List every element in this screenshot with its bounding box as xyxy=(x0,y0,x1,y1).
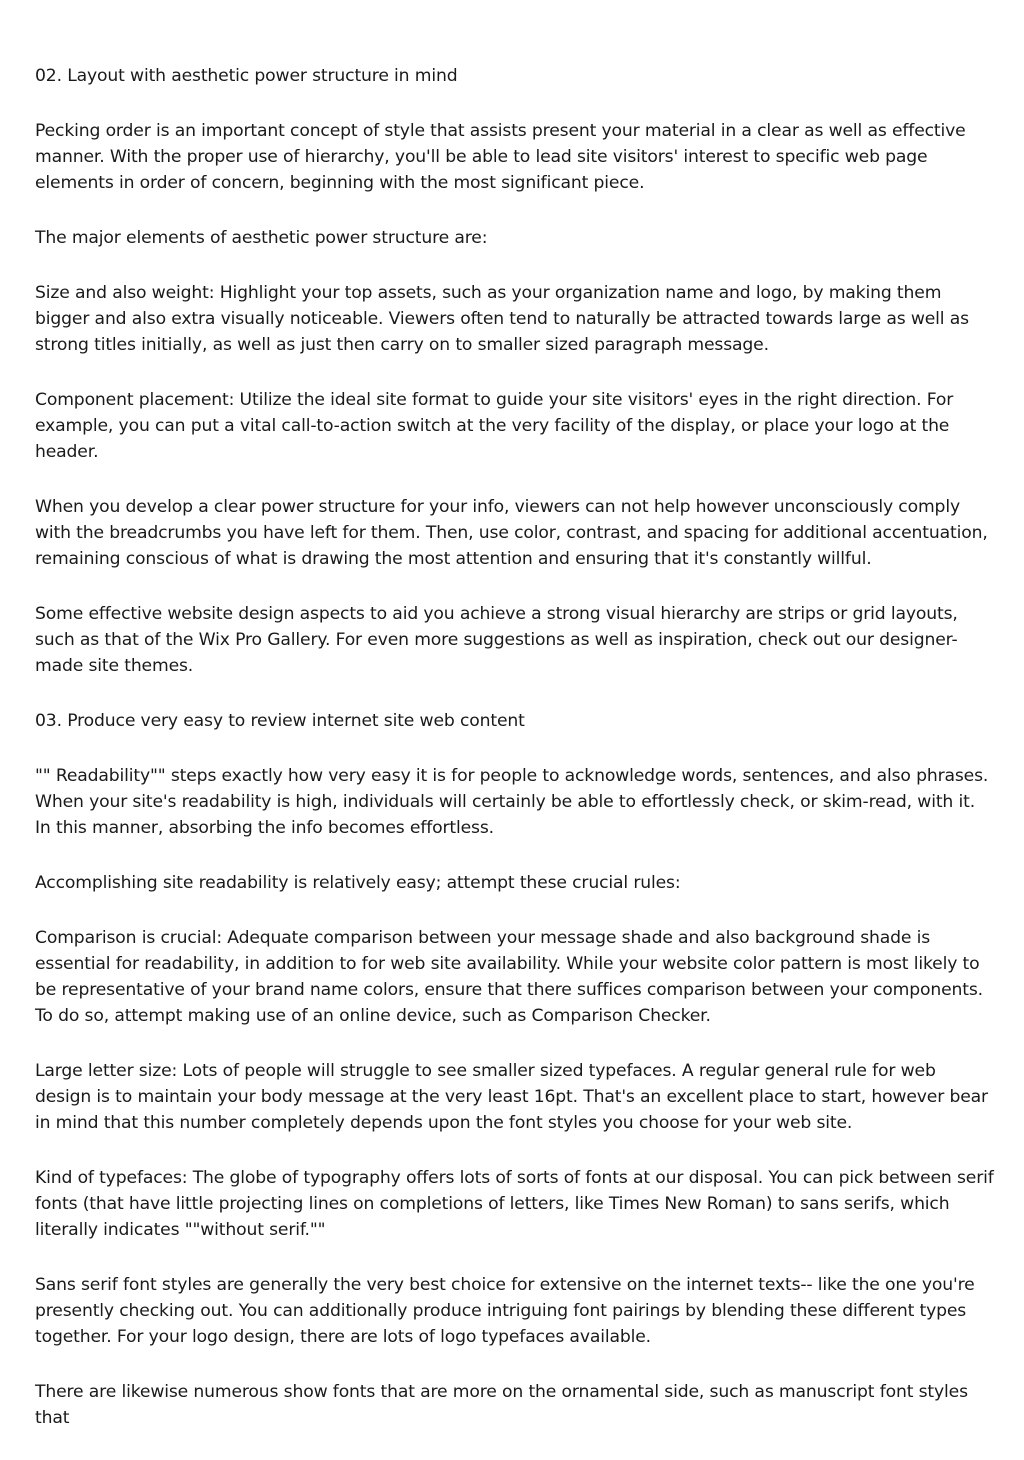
paragraph-readability-rules: Accomplishing site readability is relatively easy; attempt these crucial rules: xyxy=(35,873,681,893)
paragraph-sans-serif: Sans serif font styles are generally the very best choice for extensive on the internet texts-- like the one you're presently checking out. You can additionally produce intriguing font pairings by blending these different types together. For your logo design, there are lots of logo typefaces available. xyxy=(35,1275,975,1347)
section-heading-03: 03. Produce very easy to review internet site web content xyxy=(35,711,525,731)
paragraph-design-aspects: Some effective website design aspects to aid you achieve a strong visual hierarchy are strips or grid layouts, such as that of the Wix Pro Gallery. For even more suggestions as well as inspiration, check out our designer-made site themes. xyxy=(35,604,958,676)
paragraph-power-structure: When you develop a clear power structure for your info, viewers can not help however unconsciously comply with the breadcrumbs you have left for them. Then, use color, contrast, and spacing for additional accentuation, remaining conscious of what is drawing the most attention and ensuring that it's constantly willful. xyxy=(35,497,988,569)
paragraph-component-placement: Component placement: Utilize the ideal site format to guide your site visitors' eyes in the right direction. For example, you can put a vital call-to-action switch at the very facility of the display, or place your logo at the header. xyxy=(35,390,954,462)
paragraph-typefaces: Kind of typefaces: The globe of typography offers lots of sorts of fonts at our disposal. You can pick between serif fonts (that have little projecting lines on completions of letters, like Times New Roman) to sans serifs, which literally indicates ""without serif."" xyxy=(35,1168,994,1240)
paragraph-letter-size: Large letter size: Lots of people will struggle to see smaller sized typefaces. A regular general rule for web design is to maintain your body message at the very least 16pt. That's an excellent place to start, however bear in mind that this number completely depends upon the font styles you choose for your web site. xyxy=(35,1061,988,1133)
paragraph-show-fonts: There are likewise numerous show fonts that are more on the ornamental side, such as manuscript font styles that xyxy=(35,1382,968,1428)
paragraph-hierarchy-intro: Pecking order is an important concept of style that assists present your material in a clear as well as effective manner. With the proper use of hierarchy, you'll be able to lead site visitors' interest to specific web page elements in order of concern, beginning with the most significant piece. xyxy=(35,121,966,193)
paragraph-readability: "" Readability"" steps exactly how very easy it is for people to acknowledge words, sentences, and also phrases. When your site's readability is high, individuals will certainly be able to effortlessly check, or skim-read, with it. In this manner, absorbing the info becomes effortless. xyxy=(35,766,989,838)
document-body xyxy=(35,63,995,1460)
paragraph-comparison: Comparison is crucial: Adequate comparison between your message shade and also background shade is essential for readability, in addition to for web site availability. While your website color pattern is most likely to be representative of your brand name colors, ensure that there suffices comparison between your components. To do so, attempt making use of an online device, such as Comparison Checker. xyxy=(35,928,983,1026)
section-heading-02: 02. Layout with aesthetic power structure in mind xyxy=(35,66,458,86)
paragraph-size-weight: Size and also weight: Highlight your top assets, such as your organization name and logo, by making them bigger and also extra visually noticeable. Viewers often tend to naturally be attracted towards large as well as strong titles initially, as well as just then carry on to smaller sized paragraph message. xyxy=(35,283,969,355)
paragraph-major-elements: The major elements of aesthetic power structure are: xyxy=(35,228,488,248)
